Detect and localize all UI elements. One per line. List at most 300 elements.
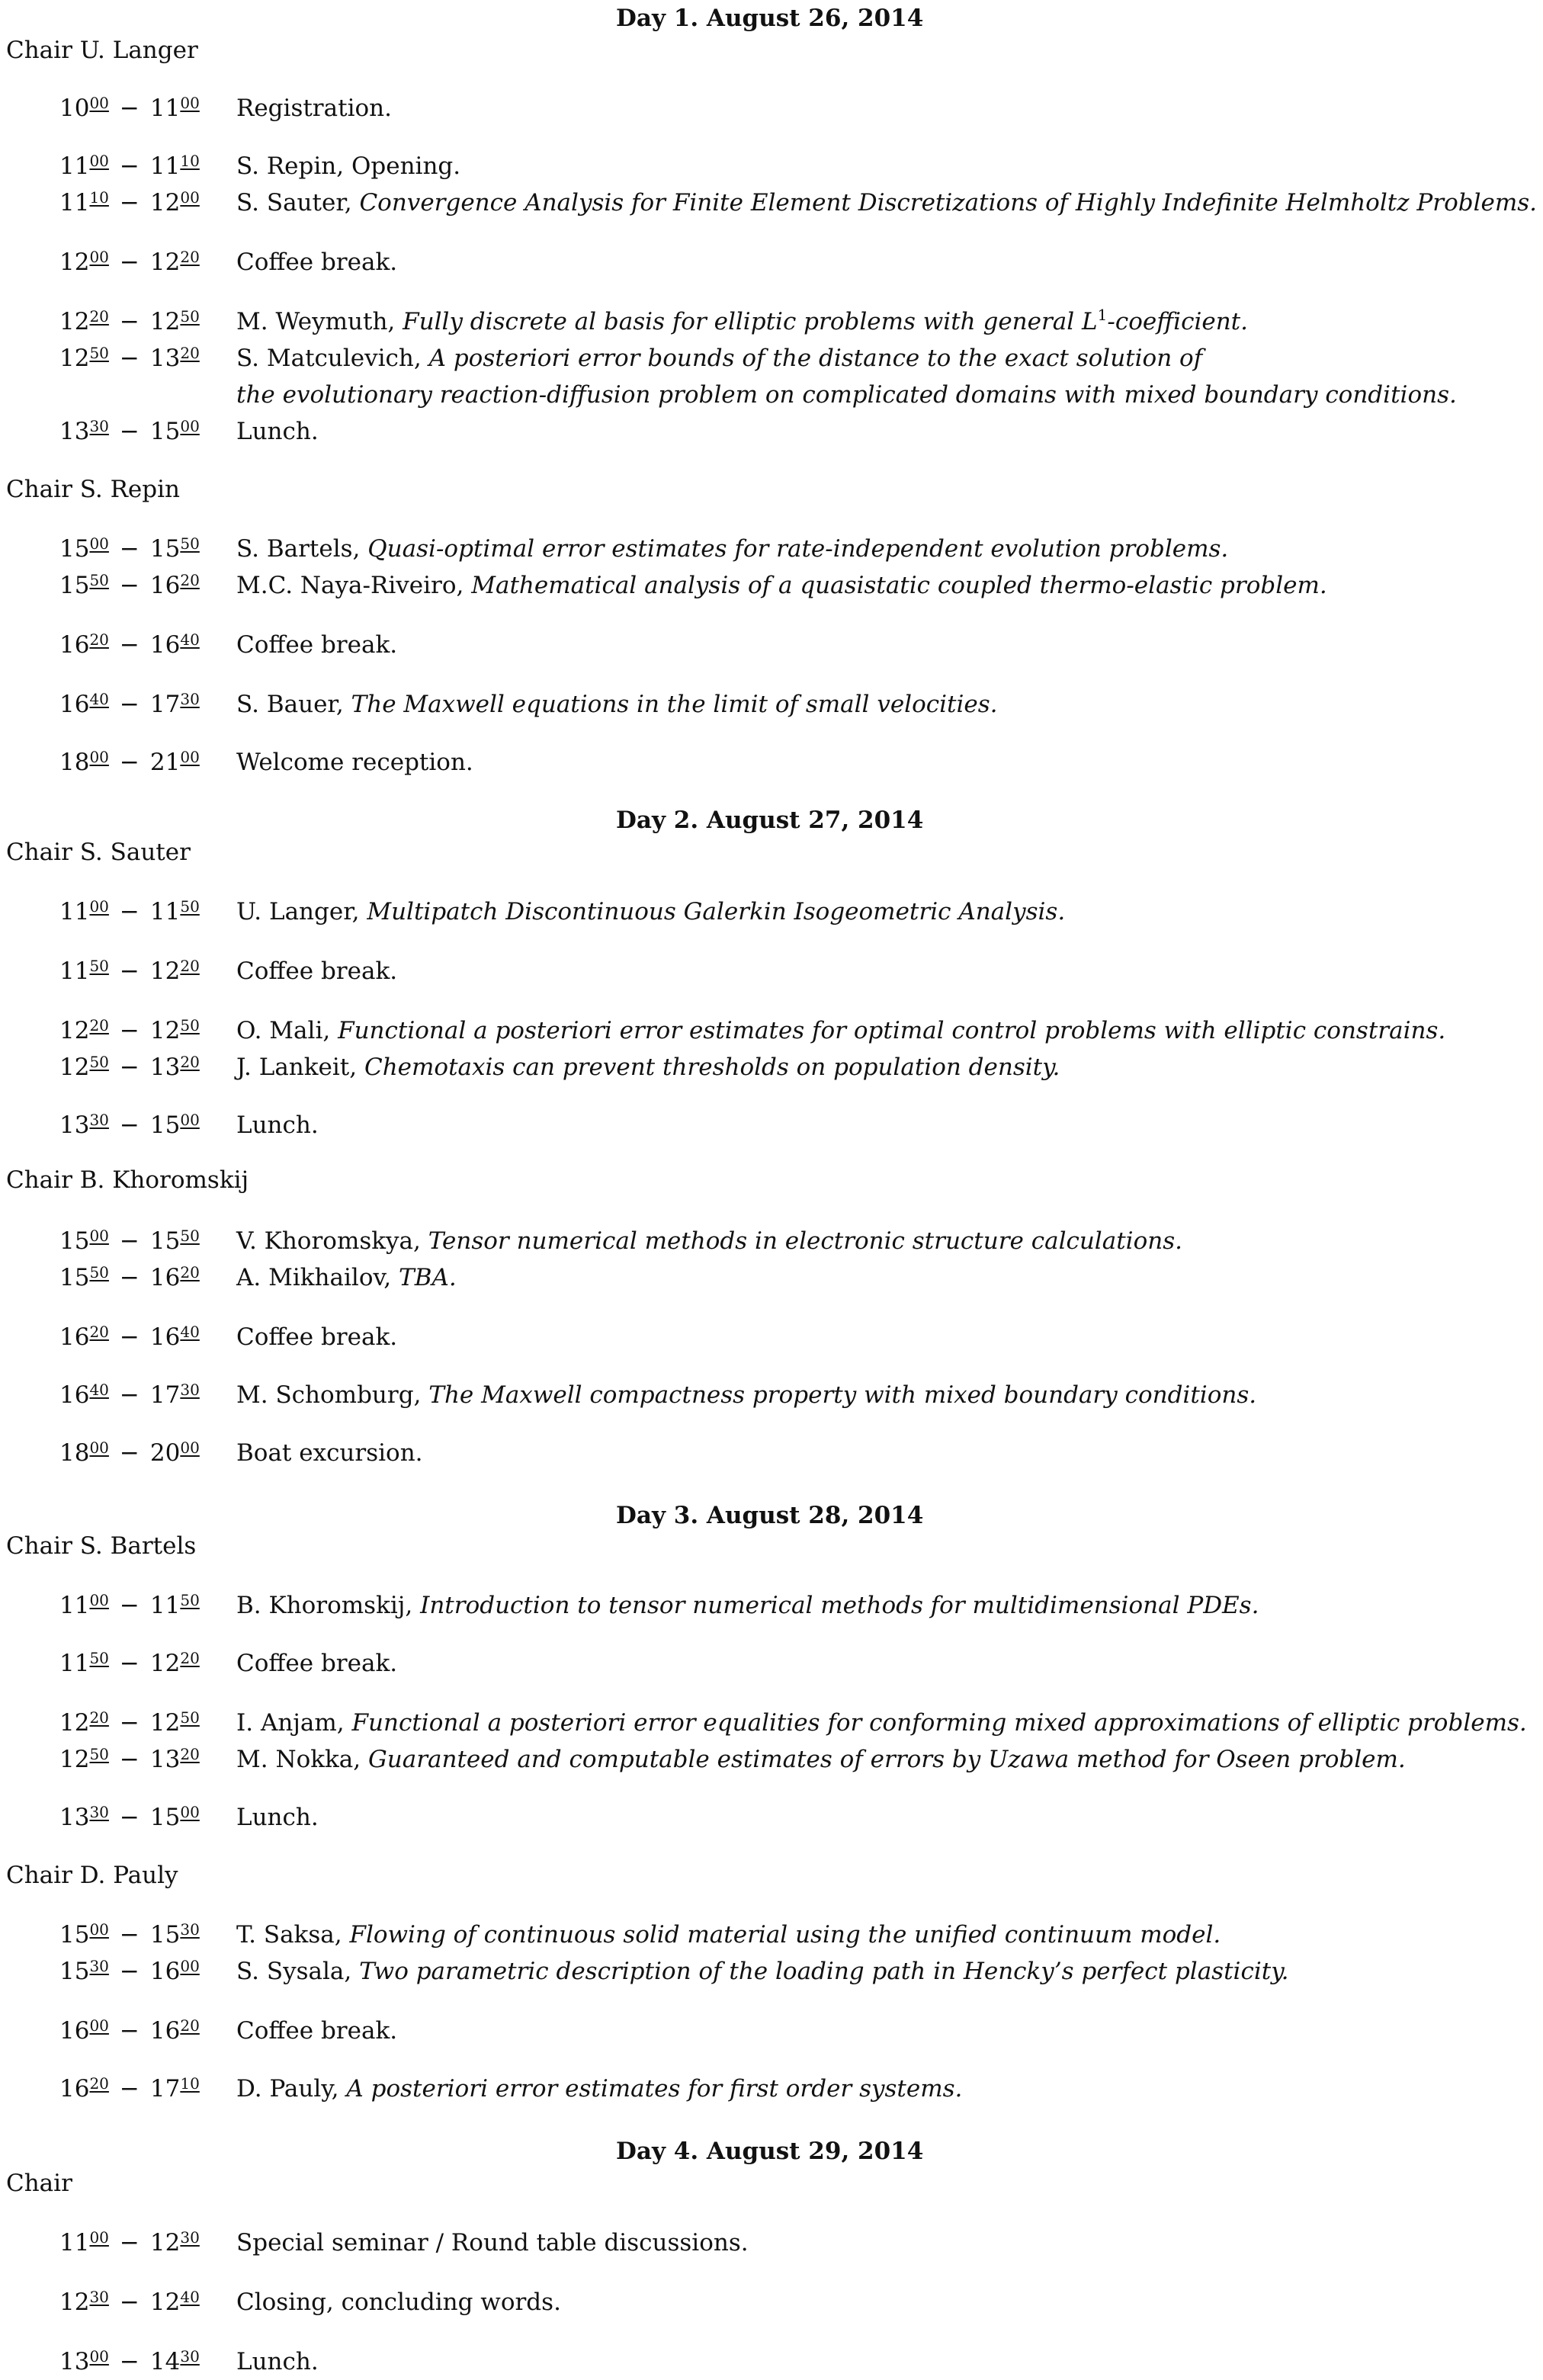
start-minute: 50	[89, 344, 109, 362]
entry-text	[236, 1587, 1259, 1624]
time-range	[59, 303, 200, 340]
end-hour: 12	[149, 2289, 181, 2316]
entry-text	[236, 244, 397, 281]
start-hour: 15	[59, 1921, 90, 1949]
speaker: I. Anjam,	[236, 1709, 352, 1737]
start-hour: 16	[59, 1381, 90, 1409]
day-title: Day 2. August 27, 2014	[616, 807, 924, 834]
time-dash: −	[119, 2229, 140, 2257]
entry-text	[236, 1741, 1406, 1778]
end-hour: 12	[149, 1017, 181, 1044]
entry-text	[236, 1953, 1288, 1990]
talk-title-line-2: the evolutionary reaction-diffusion problem on complicated domains with mixed boundary conditions.	[236, 381, 1457, 409]
time-range	[59, 413, 200, 450]
end-hour: 13	[149, 1054, 181, 1081]
start-minute: 10	[89, 188, 109, 207]
end-minute: 30	[180, 690, 200, 708]
session-chair: Chair D. Pauly	[6, 1862, 178, 1889]
start-hour: 18	[59, 1439, 90, 1467]
entry-text	[236, 627, 397, 663]
end-minute: 50	[180, 1708, 200, 1727]
start-hour: 12	[59, 1017, 90, 1044]
start-hour: 11	[59, 1650, 90, 1677]
end-hour: 11	[149, 152, 181, 180]
session-chair: Chair S. Sauter	[6, 839, 191, 866]
time-dash: −	[119, 1958, 140, 1985]
end-hour: 15	[149, 1227, 181, 1255]
entry-text	[236, 531, 1228, 567]
start-minute: 30	[89, 417, 109, 435]
end-minute: 20	[180, 344, 200, 362]
time-range	[59, 1049, 200, 1086]
end-hour: 15	[149, 1921, 181, 1949]
end-hour: 11	[149, 1592, 181, 1619]
talk-title: Mathematical analysis of a quasistatic coupled thermo-elastic problem.	[471, 572, 1327, 599]
time-range	[59, 1377, 200, 1413]
end-minute: 20	[180, 1263, 200, 1281]
talk-title: Multipatch Discontinuous Galerkin Isogeometric Analysis.	[367, 898, 1066, 925]
speaker: Lunch.	[236, 1111, 319, 1139]
start-minute: 00	[89, 152, 109, 170]
start-minute: 40	[89, 690, 109, 708]
entry-text	[236, 1705, 1527, 1741]
end-minute: 50	[180, 1016, 200, 1034]
entry-text	[236, 1645, 397, 1682]
end-hour: 13	[149, 345, 181, 372]
start-minute: 30	[89, 1803, 109, 1821]
end-minute: 50	[180, 897, 200, 916]
speaker: B. Khoromskij,	[236, 1592, 421, 1619]
entry-text	[236, 1259, 457, 1296]
speaker: M. Weymuth,	[236, 308, 403, 335]
entry-text	[236, 1223, 1182, 1259]
session-chair: Chair S. Repin	[6, 476, 181, 503]
end-minute: 00	[180, 1111, 200, 1129]
end-minute: 30	[180, 2228, 200, 2247]
start-hour: 12	[59, 2289, 90, 2316]
speaker: M. Schomburg,	[236, 1381, 429, 1409]
time-dash: −	[119, 152, 140, 180]
time-dash: −	[119, 418, 140, 445]
start-hour: 11	[59, 2229, 90, 2257]
time-dash: −	[119, 345, 140, 372]
start-minute: 20	[89, 2074, 109, 2093]
start-minute: 50	[89, 571, 109, 589]
end-hour: 11	[149, 95, 181, 122]
start-hour: 13	[59, 1804, 90, 1831]
start-hour: 12	[59, 1709, 90, 1737]
end-minute: 30	[180, 1381, 200, 1399]
time-dash: −	[119, 691, 140, 718]
talk-title: The Maxwell equations in the limit of small velocities.	[351, 691, 998, 718]
start-hour: 15	[59, 1227, 90, 1255]
end-minute: 20	[180, 2016, 200, 2035]
end-minute: 00	[180, 1439, 200, 1457]
time-dash: −	[119, 1592, 140, 1619]
entry-text	[236, 1917, 1221, 1953]
end-minute: 20	[180, 571, 200, 589]
talk-title: Functional a posteriori error equalities for conforming mixed approximations of elliptic problems.	[351, 1709, 1527, 1737]
start-hour: 18	[59, 749, 90, 776]
time-range	[59, 340, 200, 377]
time-range	[59, 627, 200, 663]
entry-text	[236, 1107, 319, 1143]
talk-title: Quasi-optimal error estimates for rate-independent evolution problems.	[367, 535, 1229, 563]
time-range	[59, 1259, 200, 1296]
end-hour: 17	[149, 691, 181, 718]
start-minute: 00	[89, 1920, 109, 1939]
entry-text	[236, 148, 460, 184]
speaker: S. Repin, Opening.	[236, 152, 461, 180]
speaker: J. Lankeit,	[236, 1054, 364, 1081]
talk-title: Flowing of continuous solid material using the unified continuum model.	[349, 1921, 1221, 1949]
start-hour: 11	[59, 152, 90, 180]
time-range	[59, 2284, 200, 2321]
time-dash: −	[119, 535, 140, 563]
time-dash: −	[119, 1054, 140, 1081]
entry-text	[236, 340, 1457, 413]
time-range	[59, 531, 200, 567]
entry-text	[236, 1377, 1256, 1413]
end-hour: 14	[149, 2348, 181, 2375]
talk-title: Tensor numerical methods in electronic structure calculations.	[428, 1227, 1182, 1255]
start-hour: 12	[59, 308, 90, 335]
end-minute: 00	[180, 94, 200, 112]
session-chair: Chair	[6, 2170, 72, 2197]
start-minute: 20	[89, 1016, 109, 1034]
time-range	[59, 244, 200, 281]
end-hour: 20	[149, 1439, 181, 1467]
speaker: Coffee break.	[236, 2017, 398, 2045]
start-hour: 11	[59, 898, 90, 925]
end-minute: 40	[180, 2288, 200, 2306]
talk-title: Guaranteed and computable estimates of errors by Uzawa method for Oseen problem.	[368, 1746, 1406, 1773]
time-dash: −	[119, 2348, 140, 2375]
end-hour: 16	[149, 631, 181, 659]
start-minute: 00	[89, 2228, 109, 2247]
end-hour: 16	[149, 2017, 181, 2045]
end-hour: 12	[149, 189, 181, 217]
entry-text	[236, 90, 392, 127]
time-dash: −	[119, 95, 140, 122]
end-minute: 00	[180, 1957, 200, 1975]
end-hour: 17	[149, 1381, 181, 1409]
end-minute: 00	[180, 417, 200, 435]
time-range	[59, 893, 200, 930]
time-range	[59, 744, 200, 781]
start-minute: 00	[89, 2016, 109, 2035]
start-minute: 50	[89, 1745, 109, 1763]
end-minute: 00	[180, 188, 200, 207]
entry-text	[236, 413, 319, 450]
speaker: Registration.	[236, 95, 392, 122]
start-hour: 16	[59, 691, 90, 718]
time-range	[59, 953, 200, 990]
start-minute: 00	[89, 1227, 109, 1245]
start-hour: 13	[59, 1111, 90, 1139]
time-dash: −	[119, 2017, 140, 2045]
time-range	[59, 567, 200, 604]
end-hour: 12	[149, 308, 181, 335]
speaker: M. Nokka,	[236, 1746, 368, 1773]
speaker: Coffee break.	[236, 1650, 398, 1677]
end-minute: 40	[180, 1323, 200, 1341]
end-minute: 50	[180, 1591, 200, 1609]
end-minute: 20	[180, 1053, 200, 1071]
time-dash: −	[119, 572, 140, 599]
start-hour: 16	[59, 2075, 90, 2103]
start-hour: 15	[59, 572, 90, 599]
session-chair: Chair S. Bartels	[6, 1532, 197, 1560]
entry-text	[236, 1319, 397, 1355]
speaker: Boat excursion.	[236, 1439, 423, 1467]
time-range	[59, 1435, 200, 1471]
time-range	[59, 2343, 200, 2380]
start-hour: 12	[59, 249, 90, 276]
end-hour: 15	[149, 535, 181, 563]
time-dash: −	[119, 1650, 140, 1677]
start-hour: 15	[59, 1264, 90, 1291]
entry-text	[236, 303, 1248, 340]
end-minute: 00	[180, 1803, 200, 1821]
end-minute: 30	[180, 1920, 200, 1939]
time-dash: −	[119, 2289, 140, 2316]
start-hour: 10	[59, 95, 90, 122]
day-title: Day 4. August 29, 2014	[616, 2138, 924, 2165]
end-minute: 30	[180, 2347, 200, 2366]
session-chair: Chair B. Khoromskij	[6, 1166, 249, 1194]
talk-title: A posteriori error estimates for first order systems.	[346, 2075, 963, 2103]
time-range	[59, 1741, 200, 1778]
start-minute: 20	[89, 307, 109, 326]
entry-text	[236, 2013, 397, 2049]
end-hour: 16	[149, 1323, 181, 1351]
time-range	[59, 1012, 200, 1049]
end-hour: 15	[149, 418, 181, 445]
time-dash: −	[119, 2075, 140, 2103]
time-dash: −	[119, 249, 140, 276]
talk-title: A posteriori error bounds of the distance to the exact solution of	[428, 345, 1203, 372]
start-hour: 11	[59, 1592, 90, 1619]
start-hour: 15	[59, 1958, 90, 1985]
end-minute: 40	[180, 630, 200, 649]
end-hour: 17	[149, 2075, 181, 2103]
time-dash: −	[119, 749, 140, 776]
talk-title: Convergence Analysis for Finite Element Discretizations of Highly Indefinite Helmholtz Problems.	[359, 189, 1538, 217]
start-minute: 50	[89, 1649, 109, 1667]
time-range	[59, 90, 200, 127]
time-range	[59, 184, 200, 221]
end-minute: 20	[180, 248, 200, 266]
time-dash: −	[119, 1227, 140, 1255]
speaker: S. Bartels,	[236, 535, 368, 563]
time-range	[59, 1319, 200, 1355]
time-range	[59, 1107, 200, 1143]
end-minute: 50	[180, 534, 200, 553]
entry-text	[236, 2343, 319, 2380]
time-range	[59, 1799, 200, 1836]
end-minute: 20	[180, 1649, 200, 1667]
speaker: Closing, concluding words.	[236, 2289, 561, 2316]
time-dash: −	[119, 1017, 140, 1044]
entry-text	[236, 2070, 962, 2107]
speaker: Special seminar / Round table discussions.	[236, 2229, 749, 2257]
entry-text	[236, 744, 473, 781]
start-hour: 16	[59, 1323, 90, 1351]
end-hour: 12	[149, 957, 181, 985]
time-dash: −	[119, 1111, 140, 1139]
talk-title: TBA.	[399, 1264, 457, 1291]
start-minute: 00	[89, 748, 109, 766]
speaker: T. Saksa,	[236, 1921, 350, 1949]
talk-title: The Maxwell compactness property with mixed boundary conditions.	[428, 1381, 1257, 1409]
end-hour: 12	[149, 1709, 181, 1737]
start-minute: 50	[89, 1263, 109, 1281]
entry-text	[236, 1799, 319, 1836]
speaker: Coffee break.	[236, 1323, 398, 1351]
entry-text	[236, 184, 1537, 221]
day-title: Day 3. August 28, 2014	[616, 1502, 924, 1529]
start-minute: 50	[89, 1053, 109, 1071]
end-minute: 50	[180, 1227, 200, 1245]
start-minute: 00	[89, 2347, 109, 2366]
end-hour: 16	[149, 1264, 181, 1291]
time-dash: −	[119, 1264, 140, 1291]
entry-text	[236, 1049, 1060, 1086]
entry-text	[236, 567, 1327, 604]
start-hour: 13	[59, 418, 90, 445]
talk-title-continued: -coefficient.	[1107, 308, 1248, 335]
talk-title: Introduction to tensor numerical methods for multidimensional PDEs.	[420, 1592, 1259, 1619]
start-hour: 12	[59, 1054, 90, 1081]
start-hour: 16	[59, 631, 90, 659]
start-minute: 30	[89, 1111, 109, 1129]
start-hour: 12	[59, 345, 90, 372]
start-hour: 16	[59, 2017, 90, 2045]
entry-text	[236, 686, 998, 723]
speaker: D. Pauly,	[236, 2075, 347, 2103]
time-dash: −	[119, 1439, 140, 1467]
end-hour: 12	[149, 249, 181, 276]
time-range	[59, 686, 200, 723]
time-range	[59, 1953, 200, 1990]
end-minute: 10	[180, 2074, 200, 2093]
speaker: Lunch.	[236, 418, 319, 445]
speaker: S. Bauer,	[236, 691, 351, 718]
talk-title: Chemotaxis can prevent thresholds on population density.	[364, 1054, 1060, 1081]
start-hour: 11	[59, 957, 90, 985]
speaker: Coffee break.	[236, 631, 398, 659]
end-minute: 20	[180, 1745, 200, 1763]
start-hour: 11	[59, 189, 90, 217]
speaker: M.C. Naya-Riveiro,	[236, 572, 472, 599]
end-minute: 00	[180, 748, 200, 766]
speaker: Lunch.	[236, 2348, 319, 2375]
speaker: A. Mikhailov,	[236, 1264, 399, 1291]
start-minute: 00	[89, 94, 109, 112]
speaker: Coffee break.	[236, 957, 398, 985]
session-chair: Chair U. Langer	[6, 37, 198, 64]
day-title: Day 1. August 26, 2014	[616, 5, 924, 32]
start-minute: 00	[89, 534, 109, 553]
time-range	[59, 2013, 200, 2049]
start-minute: 20	[89, 1323, 109, 1341]
time-range	[59, 1917, 200, 1953]
time-range	[59, 1223, 200, 1259]
time-range	[59, 1587, 200, 1624]
end-minute: 10	[180, 152, 200, 170]
time-range	[59, 2070, 200, 2107]
time-dash: −	[119, 1746, 140, 1773]
entry-text	[236, 953, 397, 990]
start-minute: 20	[89, 630, 109, 649]
talk-title: Fully discrete al basis for elliptic problems with general L	[403, 308, 1098, 335]
time-range	[59, 2224, 200, 2261]
end-hour: 12	[149, 1650, 181, 1677]
talk-title: Functional a posteriori error estimates for optimal control problems with elliptic constrains.	[338, 1017, 1446, 1044]
start-minute: 30	[89, 1957, 109, 1975]
end-hour: 11	[149, 898, 181, 925]
time-dash: −	[119, 189, 140, 217]
speaker: S. Sauter,	[236, 189, 360, 217]
start-hour: 12	[59, 1746, 90, 1773]
start-hour: 13	[59, 2348, 90, 2375]
time-dash: −	[119, 631, 140, 659]
talk-title-superscript: 1	[1097, 306, 1108, 324]
time-dash: −	[119, 1323, 140, 1351]
start-minute: 00	[89, 1439, 109, 1457]
start-minute: 00	[89, 897, 109, 916]
time-dash: −	[119, 1804, 140, 1831]
end-minute: 50	[180, 307, 200, 326]
speaker: Welcome reception.	[236, 749, 473, 776]
end-minute: 20	[180, 957, 200, 975]
start-hour: 15	[59, 535, 90, 563]
time-range	[59, 1705, 200, 1741]
entry-text	[236, 2224, 749, 2261]
start-minute: 20	[89, 1708, 109, 1727]
speaker: S. Sysala,	[236, 1958, 360, 1985]
end-hour: 16	[149, 572, 181, 599]
speaker: V. Khoromskya,	[236, 1227, 428, 1255]
speaker: U. Langer,	[236, 898, 367, 925]
start-minute: 00	[89, 1591, 109, 1609]
entry-text	[236, 893, 1065, 930]
entry-text	[236, 1012, 1445, 1049]
time-dash: −	[119, 957, 140, 985]
end-hour: 15	[149, 1804, 181, 1831]
end-hour: 13	[149, 1746, 181, 1773]
time-dash: −	[119, 1921, 140, 1949]
start-minute: 30	[89, 2288, 109, 2306]
start-minute: 40	[89, 1381, 109, 1399]
time-range	[59, 1645, 200, 1682]
talk-title: Two parametric description of the loading path in Hencky’s perfect plasticity.	[359, 1958, 1289, 1985]
time-dash: −	[119, 1381, 140, 1409]
time-dash: −	[119, 1709, 140, 1737]
speaker: O. Mali,	[236, 1017, 338, 1044]
end-hour: 12	[149, 2229, 181, 2257]
start-minute: 00	[89, 248, 109, 266]
start-minute: 50	[89, 957, 109, 975]
end-hour: 15	[149, 1111, 181, 1139]
time-range	[59, 148, 200, 184]
end-hour: 16	[149, 1958, 181, 1985]
entry-text	[236, 2284, 561, 2321]
speaker: Coffee break.	[236, 249, 398, 276]
time-dash: −	[119, 898, 140, 925]
end-hour: 21	[149, 749, 181, 776]
